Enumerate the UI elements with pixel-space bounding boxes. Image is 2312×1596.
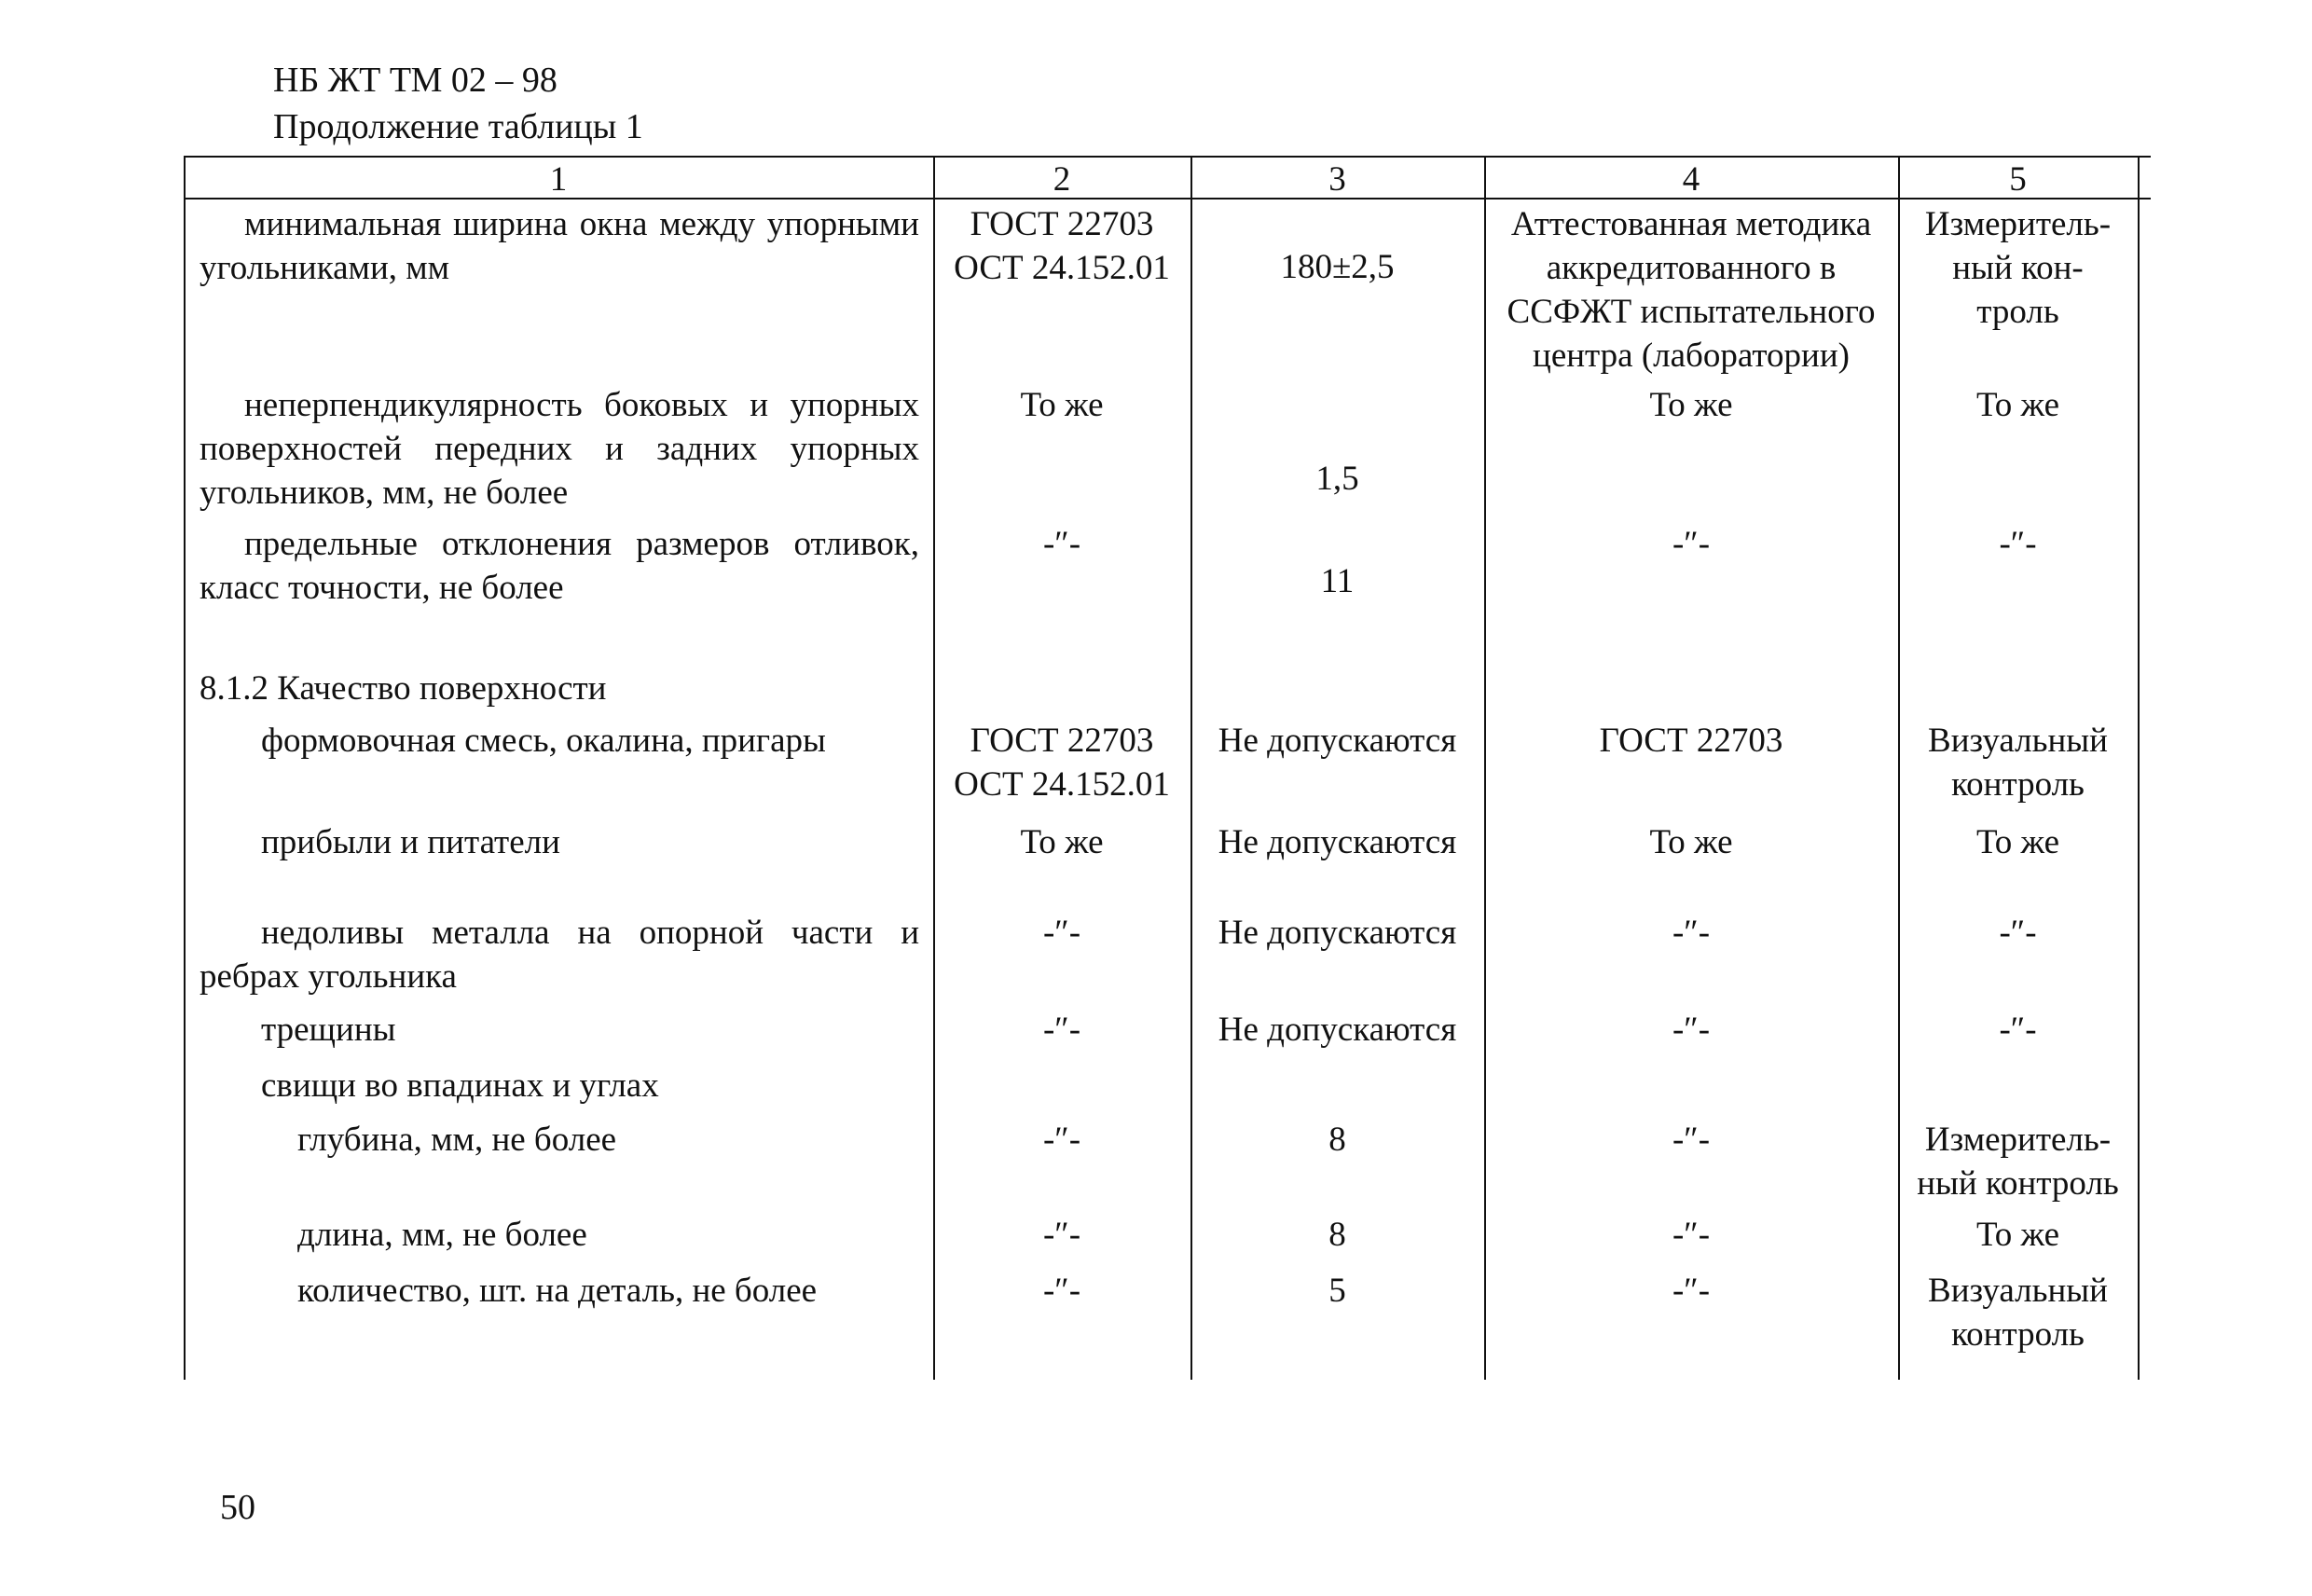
norm-cell: Не допускаются <box>1218 914 1457 952</box>
table-left-border <box>184 156 186 1380</box>
parameter-cell: длина, мм, не более <box>297 1216 587 1254</box>
subsection-heading: свищи во впадинах и углах <box>261 1066 659 1105</box>
parameter-cell: количество, шт. на деталь, не более <box>297 1272 818 1310</box>
standard-cell: -″- <box>1042 914 1081 952</box>
control-type-cell: То же <box>1975 823 2060 861</box>
norm-cell: 180±2,5 <box>1280 248 1395 286</box>
standard-cell: То же <box>1020 823 1104 861</box>
control-type-cell: Измеритель- ный контроль <box>1917 1121 2119 1203</box>
control-type-cell: -″- <box>1999 525 2037 563</box>
column-header: 5 <box>2009 160 2027 199</box>
parameter-cell: минимальная ширина окна между упорными угольниками, мм <box>200 205 919 287</box>
method-cell: -″- <box>1672 1272 1711 1310</box>
table-top-border <box>184 156 2151 158</box>
standard-cell: -″- <box>1042 1121 1081 1159</box>
parameter-cell: неперпендикулярность боковых и упорных поверхностей передних и задних упорных угольников, мм, не более <box>200 386 919 512</box>
method-cell: ГОСТ 22703 <box>1599 722 1783 760</box>
standard-cell: ГОСТ 22703 ОСТ 24.152.01 <box>954 722 1170 804</box>
norm-cell: 8 <box>1328 1216 1346 1254</box>
method-cell: -″- <box>1672 1216 1711 1254</box>
method-cell: -″- <box>1672 1121 1711 1159</box>
section-heading: 8.1.2 Качество поверхности <box>200 669 607 708</box>
method-cell: То же <box>1649 823 1733 861</box>
parameter-cell: недоливы металла на опорной части и ребрах угольника <box>200 914 919 996</box>
norm-cell: Не допускаются <box>1218 823 1457 861</box>
column-header: 2 <box>1053 160 1071 199</box>
method-cell: Аттестованная методика аккредитованного в ССФЖТ испытательного центра (лаборатории) <box>1507 205 1876 375</box>
table-right-border <box>2138 156 2140 1380</box>
norm-cell: 1,5 <box>1315 460 1359 498</box>
column-divider <box>1190 156 1192 1380</box>
table-continuation-caption: Продолжение таблицы 1 <box>273 107 643 146</box>
parameter-cell: предельные отклонения размеров отливок, класс точности, не более <box>200 525 919 607</box>
control-type-cell: -″- <box>1999 914 2037 952</box>
standard-cell: -″- <box>1042 1011 1081 1049</box>
norm-cell: 8 <box>1328 1121 1346 1159</box>
column-header: 1 <box>549 160 568 199</box>
control-type-cell: То же <box>1975 1216 2060 1254</box>
parameter-cell: глубина, мм, не более <box>297 1121 617 1159</box>
standard-cell: -″- <box>1042 525 1081 563</box>
method-cell: -″- <box>1672 1011 1711 1049</box>
control-type-cell: -″- <box>1999 1011 2037 1049</box>
parameter-cell: прибыли и питатели <box>261 823 560 861</box>
standard-cell: -″- <box>1042 1272 1081 1310</box>
document-code: НБ ЖТ ТМ 02 – 98 <box>273 61 557 100</box>
control-type-cell: Визуальный контроль <box>1928 1272 2108 1354</box>
control-type-cell: Измеритель- ный кон- троль <box>1924 205 2112 331</box>
norm-cell: 5 <box>1328 1272 1346 1310</box>
method-cell: То же <box>1649 386 1733 424</box>
standard-cell: То же <box>1020 386 1104 424</box>
parameter-cell: формовочная смесь, окалина, пригары <box>261 722 826 760</box>
norm-cell: 11 <box>1320 562 1355 600</box>
method-cell: -″- <box>1672 914 1711 952</box>
requirements-table <box>184 156 2151 1380</box>
parameter-cell: трещины <box>261 1011 396 1049</box>
standard-cell: -″- <box>1042 1216 1081 1254</box>
method-cell: -″- <box>1672 525 1711 563</box>
column-header: 4 <box>1682 160 1700 199</box>
control-type-cell: То же <box>1975 386 2060 424</box>
column-header: 3 <box>1328 160 1346 199</box>
column-divider <box>1484 156 1486 1380</box>
page-number: 50 <box>220 1488 255 1527</box>
norm-cell: Не допускаются <box>1218 1011 1457 1049</box>
standard-cell: ГОСТ 22703 ОСТ 24.152.01 <box>954 205 1170 287</box>
control-type-cell: Визуальный контроль <box>1928 722 2108 804</box>
norm-cell: Не допускаются <box>1218 722 1457 760</box>
